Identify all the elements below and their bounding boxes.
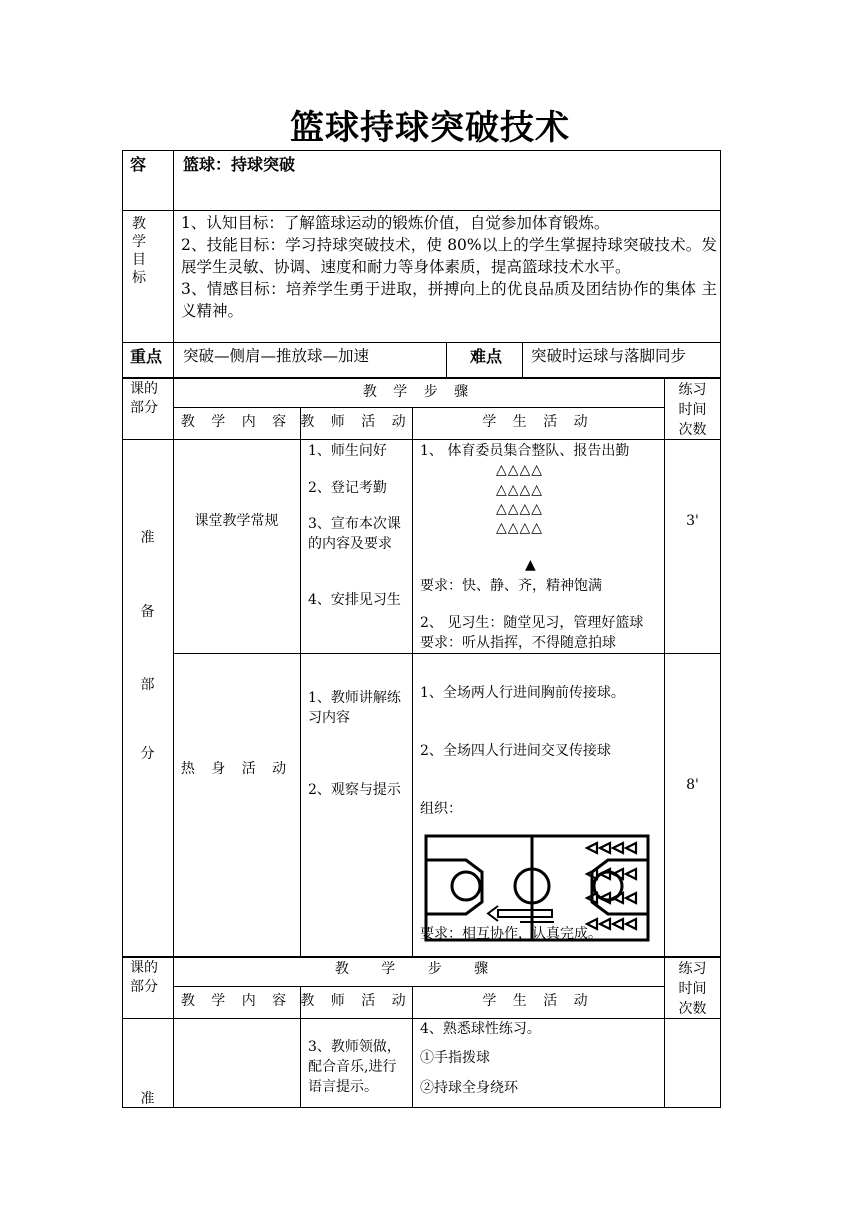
objectives-label-2: 学 bbox=[132, 234, 146, 250]
content-header: 教 学 内 容 bbox=[180, 993, 293, 1009]
row1-teacher-item: 3、宣布本次课的内容及要求 bbox=[308, 516, 401, 552]
org-label: 组织： bbox=[420, 801, 462, 817]
row2-time: 8' bbox=[686, 777, 699, 793]
row1-requirement: 要求：听从指挥，不得随意拍球 bbox=[420, 635, 616, 651]
row2-content: 热 身 活 动 bbox=[180, 761, 293, 777]
key-value: 突破—侧肩—推放球—加速 bbox=[183, 347, 370, 365]
row2-requirement: 要求：相互协作，认真完成。 bbox=[420, 926, 602, 942]
row2-student-item: 1、全场两人行进间胸前传接球。 bbox=[420, 685, 625, 701]
row1-teacher-item: 4、安排见习生 bbox=[308, 592, 401, 608]
content-label: 容 bbox=[130, 155, 147, 174]
section-label: 课的 bbox=[130, 381, 158, 397]
row2-teacher-item: 1、教师讲解练习内容 bbox=[308, 690, 401, 726]
row1-teacher-item: 2、登记考勤 bbox=[308, 480, 387, 496]
difficulty-label: 难点 bbox=[470, 347, 503, 366]
formation-row: △△△△ bbox=[496, 501, 544, 517]
key-label: 重点 bbox=[130, 347, 163, 366]
formation-row: △△△△ bbox=[496, 482, 544, 498]
row1-teacher-item: 1、师生问好 bbox=[308, 443, 387, 459]
teacher-header: 教 师 活 动 bbox=[300, 993, 412, 1009]
teacher-header: 教 师 活 动 bbox=[300, 414, 412, 430]
time-header: 练习 bbox=[678, 382, 707, 398]
section-label: 部分 bbox=[130, 979, 158, 995]
part-label: 准 bbox=[140, 1091, 155, 1107]
row2-teacher-item: 2、观察与提示 bbox=[308, 782, 401, 798]
objective-cognitive: 1、认知目标：了解篮球运动的锻炼价值，自觉参加体育锻炼。 bbox=[181, 214, 610, 232]
row3-teacher: 3、教师领做，配合音乐,进行语言提示。 bbox=[308, 1039, 401, 1095]
time-header: 次数 bbox=[678, 422, 707, 438]
row1-time: 3' bbox=[686, 513, 699, 529]
objective-affective: 3、情感目标：培养学生勇于进取，拼搏向上的优良品质及团结协作的集体 主义精神。 bbox=[181, 280, 717, 320]
section-label: 课的 bbox=[130, 960, 158, 976]
page-title: 篮球持球突破技术 bbox=[290, 108, 570, 148]
content-header: 教 学 内 容 bbox=[180, 414, 293, 430]
part-label: 准 bbox=[140, 530, 155, 546]
steps-header: 教 学 步 骤 bbox=[362, 384, 475, 400]
row1-student-item: 1、 体育委员集合整队、报告出勤 bbox=[420, 443, 630, 459]
section-label: 部分 bbox=[130, 400, 158, 416]
part-label: 分 bbox=[140, 746, 155, 762]
formation-row: △△△△ bbox=[496, 520, 544, 536]
time-header: 时间 bbox=[678, 402, 707, 418]
row3-student-item: 4、熟悉球性练习。 bbox=[420, 1021, 541, 1037]
difficulty-value: 突破时运球与落脚同步 bbox=[531, 347, 687, 365]
objectives-label-1: 教 bbox=[132, 216, 146, 232]
part-label: 备 bbox=[140, 604, 155, 620]
time-header: 时间 bbox=[678, 981, 707, 997]
time-header: 练习 bbox=[678, 961, 707, 977]
row3-student-item: ②持球全身绕环 bbox=[420, 1080, 518, 1096]
row1-student-item: 2、 见习生：随堂见习，管理好篮球 bbox=[420, 615, 644, 631]
formation-row: △△△△ bbox=[496, 462, 544, 478]
time-header: 次数 bbox=[678, 1001, 707, 1017]
row2-student-item: 2、全场四人行进间交叉传接球 bbox=[420, 743, 611, 759]
student-header: 学 生 活 动 bbox=[482, 993, 594, 1009]
objectives-label-3: 目 bbox=[132, 252, 146, 268]
row3-student-item: ①手指拨球 bbox=[420, 1050, 490, 1066]
objective-skill: 2、技能目标：学习持球突破技术，使 80%以上的学生掌握持球突破技术。发展学生灵敏、协调、速度和耐力等身体素质，提高篮球技术水平。 bbox=[181, 236, 717, 276]
row1-requirement: 要求：快、静、齐，精神饱满 bbox=[420, 578, 602, 594]
content-value: 篮球：持球突破 bbox=[183, 155, 296, 174]
leader-marker: ▲ bbox=[525, 557, 536, 573]
row1-content: 课堂教学常规 bbox=[194, 513, 279, 529]
steps-header: 教 学 步 骤 bbox=[334, 961, 503, 977]
student-header: 学 生 活 动 bbox=[482, 414, 594, 430]
part-label: 部 bbox=[140, 677, 155, 693]
objectives-label-4: 标 bbox=[132, 270, 146, 286]
